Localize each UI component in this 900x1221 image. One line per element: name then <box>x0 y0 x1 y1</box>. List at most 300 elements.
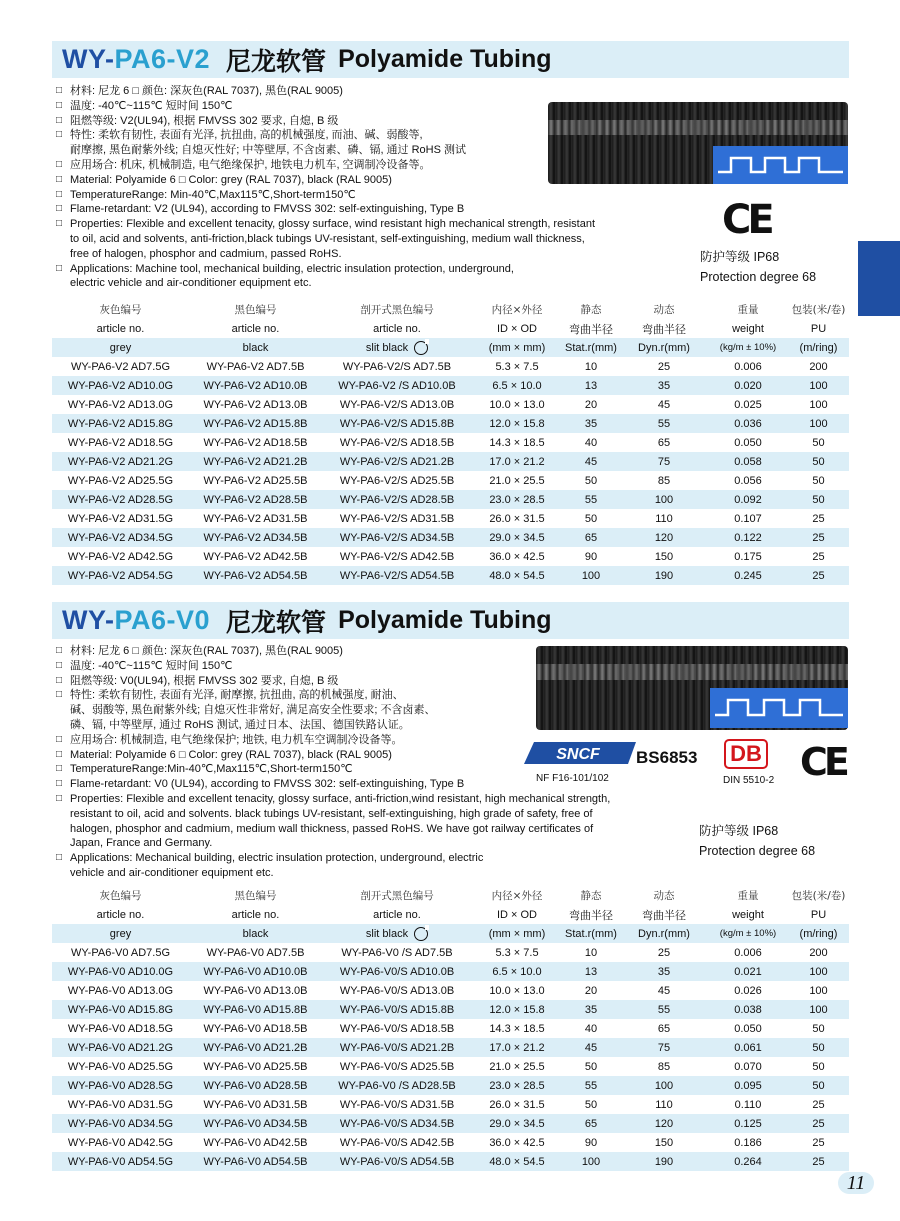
checkbox-bullet-icon: □ <box>56 158 63 170</box>
table-row <box>52 1095 849 1114</box>
table-cell: WY-PA6-V0/S AD13.0B <box>339 984 455 997</box>
sncf-note: NF F16-101/102 <box>536 773 609 784</box>
table-header-cell: Dyn.r(mm) <box>620 338 708 357</box>
table-header-cell: (m/ring) <box>788 924 849 943</box>
table-row <box>52 471 849 490</box>
table-cell: 6.5 × 10.0 <box>472 376 562 395</box>
table-cell: 0.026 <box>734 984 762 997</box>
table-header-cell: weight <box>732 908 764 921</box>
table-cell: 100 <box>562 1152 620 1171</box>
checkbox-bullet-icon: □ <box>56 792 63 804</box>
table-cell: WY-PA6-V0 AD7.5G <box>70 946 171 959</box>
table-header-cell: 静态 <box>580 304 602 316</box>
section1-title-bar <box>52 41 849 78</box>
table-cell: 200 <box>809 360 828 373</box>
spec-item <box>56 688 610 732</box>
table-cell: 0.050 <box>734 1022 762 1035</box>
table-cell: 100 <box>788 414 849 433</box>
table-cell: 85 <box>657 474 671 487</box>
spec-item <box>56 217 595 261</box>
spec-item <box>56 173 595 188</box>
checkbox-bullet-icon: □ <box>56 262 63 274</box>
table-row <box>52 1114 849 1133</box>
table-cell: 20 <box>584 398 598 411</box>
table-cell: 50 <box>584 474 598 487</box>
table-cell: WY-PA6-V2 AD7.5B <box>206 360 305 373</box>
spec-item <box>56 84 595 99</box>
checkbox-bullet-icon: □ <box>56 778 63 790</box>
table-cell: 13 <box>562 376 620 395</box>
db-logo: DB <box>724 739 768 769</box>
table-header-cell: article no. <box>373 322 421 335</box>
table-header-cell: 灰色编号 <box>99 304 142 316</box>
table-cell: 65 <box>562 528 620 547</box>
table-cell: 55 <box>620 414 708 433</box>
table-cell: 85 <box>657 1060 671 1073</box>
table-cell: 190 <box>620 566 708 585</box>
table-header-cell: article no. <box>231 322 280 335</box>
spec-text: Applications: Machine tool, mechanical building, electric insulation protection, underground, electric vehicle and air-conditioner equipment etc. <box>70 262 514 290</box>
spec-text: 温度: -40℃~115℃ 短时间 150℃ <box>70 659 233 672</box>
spec-text: Flame-retardant: V0 (UL94), according to FMVSS 302: self-extinguishing, Type B <box>70 778 465 791</box>
table-cell: 40 <box>584 1022 598 1035</box>
table-header-cell: (mm × mm) <box>472 924 562 943</box>
slit-tube-icon <box>414 341 428 355</box>
table-cell: WY-PA6-V0/S AD42.5B <box>339 1136 455 1149</box>
table-cell: 0.175 <box>734 550 762 563</box>
table-header-cell: grey <box>52 338 189 357</box>
table-header-row <box>52 886 849 905</box>
table-cell: WY-PA6-V2/S AD18.5B <box>339 436 455 449</box>
table-row <box>52 1076 849 1095</box>
sncf-logo-icon <box>524 738 636 768</box>
table-row <box>52 452 849 471</box>
checkbox-bullet-icon: □ <box>56 645 63 656</box>
table-row <box>52 943 849 962</box>
spec-item <box>56 674 610 689</box>
checkbox-bullet-icon: □ <box>56 748 63 760</box>
table-cell: WY-PA6-V2/S AD15.8B <box>322 414 472 433</box>
spec-item <box>56 99 595 114</box>
table-cell: WY-PA6-V2 AD54.5G <box>52 566 189 585</box>
table-cell: 50 <box>788 1076 849 1095</box>
table-cell: 48.0 × 54.5 <box>472 566 562 585</box>
table-cell: 50 <box>788 490 849 509</box>
checkbox-bullet-icon: □ <box>56 763 63 775</box>
table-cell: WY-PA6-V0 AD28.5G <box>52 1076 189 1095</box>
table-cell: 25 <box>788 1114 849 1133</box>
section1-title-cn: 尼龙软管 <box>226 46 327 76</box>
table-header-cell: black <box>189 338 322 357</box>
section2-title-bar <box>52 602 849 639</box>
spec-text: Applications: Mechanical building, electric insulation protection, underground, electric vehicle and air-conditioner equipment etc. <box>70 852 484 879</box>
table-cell: 65 <box>562 1114 620 1133</box>
table-cell: 50 <box>584 1098 598 1111</box>
table-header-row <box>52 319 849 338</box>
table-cell: WY-PA6-V0 AD25.5B <box>203 1060 308 1073</box>
table-cell: 0.056 <box>734 474 762 487</box>
table-cell: 36.0 × 42.5 <box>489 1136 545 1149</box>
table-header-row <box>52 338 849 357</box>
table-cell: WY-PA6-V2 AD28.5B <box>189 490 322 509</box>
table-header-cell: 静态 <box>580 890 602 902</box>
spec-text: 特性: 柔软有韧性, 表面有光泽, 抗扭曲, 高的机械强度, 而油、碱、弱酸等, 耐摩擦, 黑色耐紫外线; 自熄灭性好; 中等壁厚, 不含卤素、磷、镉, 通过 RoHS 测试 <box>70 129 467 157</box>
table-cell: 5.3 × 7.5 <box>495 360 539 373</box>
table-header-cell: weight <box>732 322 764 335</box>
table-header-cell: slit black <box>322 924 472 943</box>
table-cell: 0.036 <box>708 414 788 433</box>
checkbox-bullet-icon: □ <box>56 733 63 745</box>
table-cell: 12.0 × 15.8 <box>472 414 562 433</box>
bs6853-mark: BS6853 <box>636 748 698 767</box>
table-cell: WY-PA6-V0 AD13.0G <box>67 984 174 997</box>
table-cell: 21.0 × 25.5 <box>489 474 545 487</box>
table-cell: 200 <box>809 946 828 959</box>
table-cell: 29.0 × 34.5 <box>472 528 562 547</box>
table-cell: WY-PA6-V2/S AD54.5B <box>322 566 472 585</box>
checkbox-bullet-icon: □ <box>56 203 63 215</box>
table-header-cell: article no. <box>96 322 145 335</box>
table-cell: 50 <box>812 436 825 449</box>
section1-slit-profile-icon <box>713 148 848 184</box>
table-header-cell: 动态 <box>653 304 675 316</box>
table-row <box>52 1057 849 1076</box>
spec-item <box>56 202 595 217</box>
table-cell: WY-PA6-V0/S AD31.5B <box>339 1098 455 1111</box>
table-cell: WY-PA6-V2 AD25.5B <box>203 474 308 487</box>
table-header-cell: 弯曲半径 <box>569 909 613 922</box>
table-cell: WY-PA6-V2 AD18.5G <box>67 436 174 449</box>
table-cell: WY-PA6-V2 AD31.5B <box>203 512 308 525</box>
section2-table <box>52 886 849 1171</box>
table-cell: WY-PA6-V2 AD34.5B <box>189 528 322 547</box>
table-cell: 55 <box>562 490 620 509</box>
table-cell: 25 <box>788 1152 849 1171</box>
table-header-cell: 黑色编号 <box>234 890 277 902</box>
table-cell: WY-PA6-V2 AD42.5B <box>203 550 308 563</box>
table-cell: WY-PA6-V2 AD42.5G <box>67 550 174 563</box>
table-cell: 150 <box>654 1136 674 1149</box>
table-cell: WY-PA6-V0 AD10.0B <box>189 962 322 981</box>
table-header-row <box>52 924 849 943</box>
table-cell: 25 <box>788 528 849 547</box>
table-cell: WY-PA6-V2/S AD31.5B <box>339 512 455 525</box>
table-cell: 0.025 <box>734 398 762 411</box>
table-cell: 50 <box>584 512 598 525</box>
table-cell: WY-PA6-V2 /S AD10.0B <box>322 376 472 395</box>
checkbox-bullet-icon: □ <box>56 689 63 701</box>
table-cell: 26.0 × 31.5 <box>489 512 545 525</box>
table-cell: 5.3 × 7.5 <box>495 946 539 959</box>
spec-text: TemperatureRange: Min-40℃,Max115℃,Short-term150℃ <box>70 188 356 201</box>
table-cell: 100 <box>788 962 849 981</box>
table-cell: 13 <box>562 962 620 981</box>
table-header-cell: PU <box>810 322 827 335</box>
table-cell: 50 <box>812 1060 825 1073</box>
table-cell: 50 <box>584 1060 598 1073</box>
table-cell: WY-PA6-V0 AD21.2B <box>189 1038 322 1057</box>
spec-text: 应用场合: 机械制造, 电气绝缘保护; 地铁, 电力机车空调制冷设备等。 <box>70 733 403 746</box>
checkbox-bullet-icon: □ <box>56 114 63 126</box>
table-header-cell: black <box>189 924 322 943</box>
table-cell: 120 <box>620 1114 708 1133</box>
table-cell: 65 <box>657 1022 671 1035</box>
table-cell: WY-PA6-V0/S AD18.5B <box>339 1022 455 1035</box>
table-header-cell: 内径×外径 <box>491 304 543 316</box>
table-cell: 10 <box>584 360 598 373</box>
table-header-cell: ID × OD <box>496 322 538 335</box>
table-cell: 55 <box>562 1076 620 1095</box>
table-cell: 100 <box>620 1076 708 1095</box>
table-cell: 0.264 <box>708 1152 788 1171</box>
table-cell: WY-PA6-V0/S AD34.5B <box>322 1114 472 1133</box>
page-tab-marker <box>858 241 900 316</box>
table-cell: WY-PA6-V2 AD13.0B <box>203 398 308 411</box>
table-cell: WY-PA6-V2 AD21.2B <box>189 452 322 471</box>
table-cell: 0.107 <box>734 512 762 525</box>
table-header-cell: 剖开式黑色编号 <box>360 890 434 902</box>
table-cell: 110 <box>655 1098 673 1111</box>
spec-item <box>56 851 610 881</box>
table-row <box>52 414 849 433</box>
sncf-logo-text: SNCF <box>556 746 600 763</box>
checkbox-bullet-icon: □ <box>56 85 63 96</box>
table-header-cell: (mm × mm) <box>472 338 562 357</box>
table-cell: 0.070 <box>734 1060 762 1073</box>
section2-ce-mark: CE <box>800 740 846 784</box>
table-cell: WY-PA6-V2/S AD13.0B <box>339 398 455 411</box>
table-cell: WY-PA6-V2/S AD42.5B <box>339 550 455 563</box>
checkbox-bullet-icon: □ <box>56 659 63 671</box>
spec-text: Material: Polyamide 6 □ Color: grey (RAL 7037), black (RAL 9005) <box>70 173 392 186</box>
table-cell: WY-PA6-V2/S AD28.5B <box>322 490 472 509</box>
spec-text: TemperatureRange:Min-40℃,Max115℃,Short-term150℃ <box>70 763 353 776</box>
spec-item <box>56 262 595 292</box>
table-row <box>52 981 849 1000</box>
table-cell: 120 <box>620 528 708 547</box>
table-cell: WY-PA6-V2 AD28.5G <box>52 490 189 509</box>
table-cell: WY-PA6-V0 AD42.5B <box>203 1136 308 1149</box>
section1-spec-list <box>56 84 595 291</box>
table-cell: WY-PA6-V2/S AD21.2B <box>322 452 472 471</box>
table-cell: 17.0 × 21.2 <box>472 1038 562 1057</box>
spec-text: 应用场合: 机床, 机械制造, 电气绝缘保护, 地铁电力机车, 空调制冷设备等。 <box>70 158 431 171</box>
table-row <box>52 566 849 585</box>
table-cell: WY-PA6-V2 AD54.5B <box>189 566 322 585</box>
table-cell: 0.050 <box>734 436 762 449</box>
table-cell: 25 <box>657 946 671 959</box>
table-cell: 0.122 <box>708 528 788 547</box>
table-row <box>52 547 849 566</box>
table-cell: 100 <box>788 1000 849 1019</box>
table-cell: 25 <box>812 550 825 563</box>
table-cell: 75 <box>620 452 708 471</box>
table-cell: 90 <box>584 1136 598 1149</box>
section1-ce-mark: CE <box>722 197 771 243</box>
table-cell: WY-PA6-V0 /S AD28.5B <box>322 1076 472 1095</box>
table-header-cell: Dyn.r(mm) <box>620 924 708 943</box>
table-cell: 100 <box>809 398 828 411</box>
spec-item <box>56 659 610 674</box>
table-cell: WY-PA6-V0 /S AD7.5B <box>341 946 453 959</box>
spec-text: Properties: Flexible and excellent tenacity, glossy surface, anti-friction,wind resistant, high mechanical strength, resistant to oil, acid and solvents. black tubings UV-resistant, self-extinguishing, high grade of safety, free of halogen, phosphor and cadmium, medium wall thickness, passed RoHS. We have got railway certificates of Japan, France and Germany. <box>70 792 611 850</box>
table-row <box>52 962 849 981</box>
table-cell: 50 <box>788 452 849 471</box>
table-cell: WY-PA6-V2 AD13.0G <box>67 398 174 411</box>
table-cell: 35 <box>562 1000 620 1019</box>
table-cell: WY-PA6-V2 AD15.8B <box>189 414 322 433</box>
table-cell: WY-PA6-V0/S AD54.5B <box>322 1152 472 1171</box>
section1-protection <box>700 247 816 287</box>
table-cell: 35 <box>620 376 708 395</box>
table-cell: 100 <box>809 984 828 997</box>
table-cell: 0.058 <box>708 452 788 471</box>
table-header-cell: Stat.r(mm) <box>562 924 620 943</box>
table-cell: 10.0 × 13.0 <box>489 398 545 411</box>
table-header-cell: 灰色编号 <box>99 890 142 902</box>
table-cell: 55 <box>620 1000 708 1019</box>
table-cell: 0.095 <box>708 1076 788 1095</box>
spec-item <box>56 114 595 129</box>
table-row <box>52 433 849 452</box>
table-cell: WY-PA6-V0 AD7.5B <box>206 946 305 959</box>
table-row <box>52 1152 849 1171</box>
table-cell: WY-PA6-V0 AD31.5G <box>67 1098 174 1111</box>
table-cell: 25 <box>812 1136 825 1149</box>
table-cell: 100 <box>562 566 620 585</box>
table-cell: WY-PA6-V2 AD18.5B <box>203 436 308 449</box>
table-cell: 29.0 × 34.5 <box>472 1114 562 1133</box>
table-header-cell: article no. <box>373 908 421 921</box>
table-cell: 35 <box>620 962 708 981</box>
table-cell: 50 <box>812 474 825 487</box>
spec-item <box>56 777 610 792</box>
table-cell: 21.0 × 25.5 <box>489 1060 545 1073</box>
table-cell: 0.006 <box>734 360 762 373</box>
section2-slit-profile-icon <box>710 688 848 728</box>
table-cell: 14.3 × 18.5 <box>489 436 545 449</box>
checkbox-bullet-icon: □ <box>56 674 63 686</box>
table-cell: 50 <box>812 1022 825 1035</box>
table-cell: 6.5 × 10.0 <box>472 962 562 981</box>
table-header-cell: 重量 <box>737 304 759 316</box>
table-row <box>52 490 849 509</box>
table-cell: 45 <box>562 1038 620 1057</box>
section2-code: WY-PA6-V0 <box>62 605 211 635</box>
table-cell: WY-PA6-V0 AD25.5G <box>67 1060 174 1073</box>
table-row <box>52 357 849 376</box>
table-row <box>52 376 849 395</box>
table-cell: 0.186 <box>734 1136 762 1149</box>
table-header-cell: slit black <box>322 338 472 357</box>
checkbox-bullet-icon: □ <box>56 129 63 141</box>
table-cell: 0.006 <box>734 946 762 959</box>
table-cell: WY-PA6-V2 AD7.5G <box>70 360 171 373</box>
table-cell: WY-PA6-V0/S AD15.8B <box>322 1000 472 1019</box>
table-cell: 10.0 × 13.0 <box>489 984 545 997</box>
section2-protection-cn: 防护等级 IP68 <box>699 824 779 838</box>
checkbox-bullet-icon: □ <box>56 852 63 864</box>
table-header-cell: article no. <box>231 908 280 921</box>
table-cell: 35 <box>562 414 620 433</box>
spec-text: Properties: Flexible and excellent tenacity, glossy surface, wind resistant high mechanical strength, resistant to oil, acid and solvents, anti-friction,black tubings UV-resistant, self-extinguishing, medium wall thickness, free of halogen, phosphor and cadmium, passed RoHS. <box>70 218 595 260</box>
table-cell: 25 <box>812 512 825 525</box>
db-note: DIN 5510-2 <box>723 775 775 786</box>
table-cell: 20 <box>584 984 598 997</box>
table-header-cell: 内径×外径 <box>491 890 543 902</box>
table-cell: 110 <box>655 512 673 525</box>
checkbox-bullet-icon: □ <box>56 218 63 230</box>
spec-text: Flame-retardant: V2 (UL94), according to FMVSS 302: self-extinguishing, Type B <box>70 203 465 216</box>
table-row <box>52 528 849 547</box>
section1-code: WY-PA6-V2 <box>62 44 211 74</box>
table-header-row <box>52 300 849 319</box>
table-cell: 65 <box>657 436 671 449</box>
table-cell: WY-PA6-V0 AD34.5B <box>189 1114 322 1133</box>
table-cell: 0.061 <box>708 1038 788 1057</box>
section1-title-en: Polyamide Tubing <box>338 45 552 73</box>
table-cell: WY-PA6-V2 AD25.5G <box>67 474 174 487</box>
table-cell: WY-PA6-V0 AD42.5G <box>67 1136 174 1149</box>
table-cell: 25 <box>812 1098 825 1111</box>
table-row <box>52 395 849 414</box>
spec-item <box>56 188 595 203</box>
table-header-cell: 重量 <box>737 890 759 902</box>
table-cell: 25 <box>788 566 849 585</box>
table-header-cell: 包装(米/卷) <box>791 304 846 316</box>
table-cell: WY-PA6-V0 AD21.2G <box>52 1038 189 1057</box>
spec-text: 材料: 尼龙 6 □ 颜色: 深灰色(RAL 7037), 黑色(RAL 9005) <box>70 645 343 657</box>
table-cell: WY-PA6-V0 AD18.5G <box>67 1022 174 1035</box>
table-cell: 0.110 <box>734 1098 762 1111</box>
table-cell: 36.0 × 42.5 <box>489 550 545 563</box>
page-number: 11 <box>838 1172 874 1194</box>
table-cell: WY-PA6-V0 AD13.0B <box>203 984 308 997</box>
table-header-cell: PU <box>810 908 827 921</box>
table-header-cell: (m/ring) <box>788 338 849 357</box>
table-header-cell: Stat.r(mm) <box>562 338 620 357</box>
section2-protection <box>699 821 815 861</box>
table-header-cell: (kg/m ± 10%) <box>708 924 788 943</box>
table-cell: 12.0 × 15.8 <box>472 1000 562 1019</box>
table-header-cell: grey <box>52 924 189 943</box>
table-cell: 0.020 <box>708 376 788 395</box>
table-row <box>52 509 849 528</box>
table-cell: WY-PA6-V0 AD18.5B <box>203 1022 308 1035</box>
table-cell: 0.125 <box>708 1114 788 1133</box>
table-cell: 45 <box>657 984 671 997</box>
table-cell: WY-PA6-V2 AD15.8G <box>52 414 189 433</box>
spec-text: 阻燃等级: V0(UL94), 根据 FMVSS 302 要求, 自熄, B 级 <box>70 674 339 687</box>
spec-item <box>56 158 595 173</box>
table-cell: WY-PA6-V2 AD21.2G <box>52 452 189 471</box>
spec-item <box>56 128 595 158</box>
table-cell: 17.0 × 21.2 <box>472 452 562 471</box>
table-header-cell: 动态 <box>653 890 675 902</box>
table-cell: 25 <box>657 360 671 373</box>
spec-item <box>56 792 610 851</box>
table-header-cell: 黑色编号 <box>234 304 277 316</box>
table-cell: 45 <box>562 452 620 471</box>
table-cell: WY-PA6-V2 AD10.0B <box>189 376 322 395</box>
table-cell: WY-PA6-V0 AD34.5G <box>52 1114 189 1133</box>
table-row <box>52 1133 849 1152</box>
table-cell: WY-PA6-V2 AD31.5G <box>67 512 174 525</box>
table-cell: WY-PA6-V0/S AD25.5B <box>339 1060 455 1073</box>
table-cell: 40 <box>584 436 598 449</box>
table-cell: WY-PA6-V0 AD10.0G <box>52 962 189 981</box>
table-cell: WY-PA6-V0 AD31.5B <box>203 1098 308 1111</box>
